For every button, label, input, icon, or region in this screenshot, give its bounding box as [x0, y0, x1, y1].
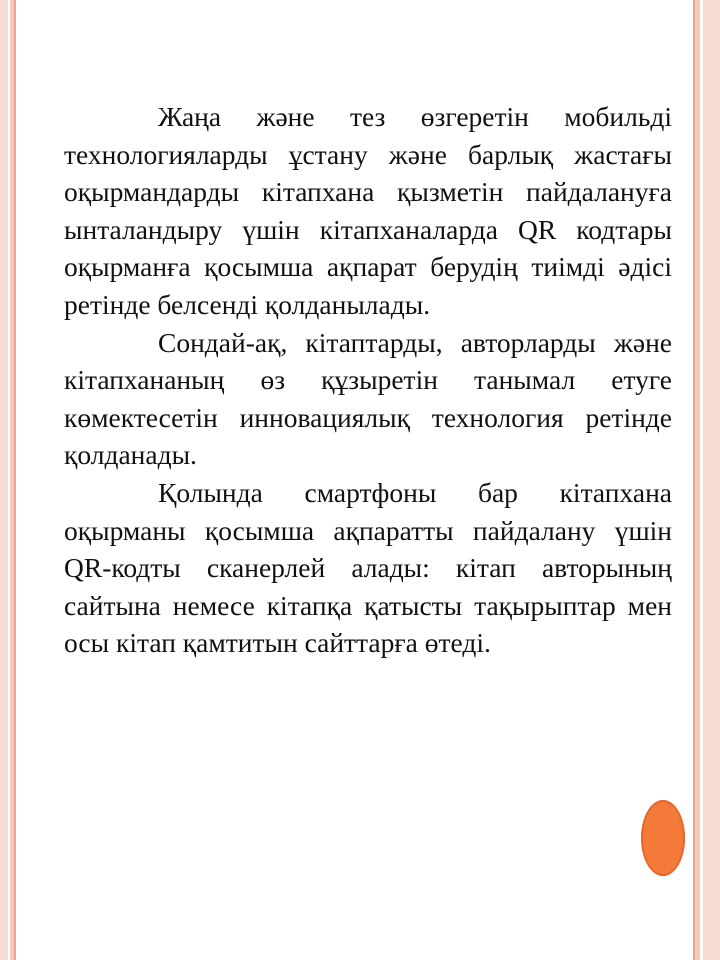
- orange-circle-decoration: [641, 800, 685, 876]
- paragraph-2: Сондай-ақ, кітаптарды, авторларды және кітапхананың өз құзыретін танымал етуге көмектесетін инновациялық технология ретінде қолданады.: [64, 326, 672, 471]
- right-border-stripe: [703, 0, 720, 960]
- left-border-stripe: [0, 0, 8, 960]
- paragraph-1: Жаңа және тез өзгеретін мобильді технологияларды ұстану және барлық жастағы оқырмандарды кітапхана қызметін пайдалануға ынталандыру үшін кітапханаларда QR кодтары оқырманға қосымша ақпарат берудің тиімді әдісі ретінде белсенді қолданылады.: [64, 101, 672, 320]
- left-border-line: [14, 0, 16, 960]
- paragraph-3: Қолында смартфоны бар кітапхана оқырманы қосымша ақпаратты пайдалану үшін QR-кодты сканерлей алады: кітап авторының сайтына немесе кітапқа қатысты тақырыптар мен осы кітап қамтитын сайттарға өтеді.: [64, 476, 672, 659]
- slide-body-text: [64, 98, 672, 662]
